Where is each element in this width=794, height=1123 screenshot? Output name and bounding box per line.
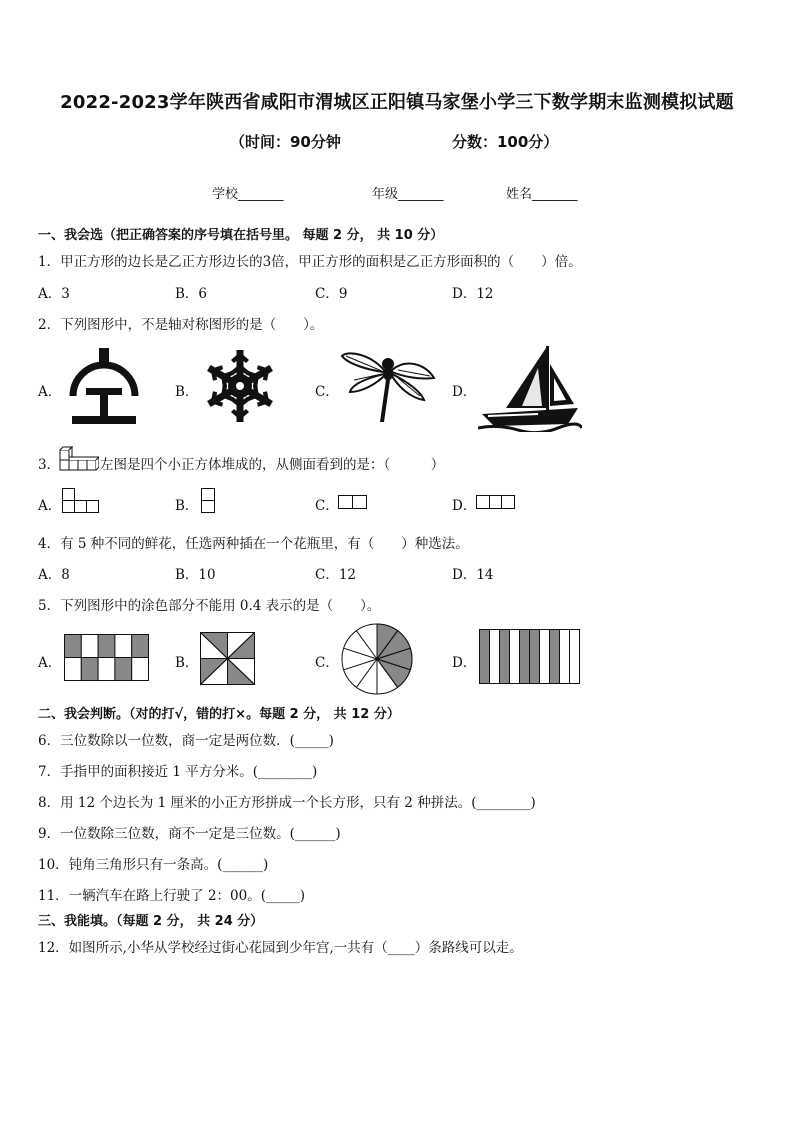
section-heading-2: 二、我会判断。（对的打√，错的打×。每题 2 分， 共 12 分） [38,707,400,722]
page-title: 2022-2023学年陕西省咸阳市渭城区正阳镇马家堡小学三下数学期末监测模拟试题 [60,92,734,113]
q1-option-a: A．3 [38,286,70,302]
q2-label-a: A． [38,384,62,400]
question-2: 2．下列图形中，不是轴对称图形的是（ ）。 [38,317,324,333]
q1-option-b: B．6 [175,286,208,302]
q5-stripe-figure [479,629,580,685]
section-heading-1: 一、我会选（把正确答案的序号填在括号里。 每题 2 分， 共 10 分） [38,228,444,243]
q4-option-c: C．12 [315,567,357,583]
sailboat-icon [478,344,582,432]
subway-logo-icon [64,346,144,430]
q5-label-b: B． [175,655,199,671]
exam-score: 分数：100分） [452,133,559,151]
q3-view-b [201,488,217,514]
q3-label-c: C． [315,498,339,514]
question-12: 12．如图所示,小华从学校经过街心花园到少年宫,一共有（____）条路线可以走。 [38,940,523,956]
q5-circle-figure [340,622,414,696]
q3-view-d [476,495,516,510]
name-field: 姓名_______ [506,187,578,202]
q1-option-d: D．12 [452,286,494,302]
section-heading-3: 三、我能填。（每题 2 分， 共 24 分） [38,914,264,929]
q3-view-c [338,495,368,510]
grade-field: 年级_______ [372,187,444,202]
q5-label-d: D． [452,655,477,671]
q3-label-d: D． [452,498,477,514]
school-field: 学校_______ [212,187,284,202]
q5-grid-figure [64,634,150,682]
question-9: 9．一位数除三位数，商不一定是三位数。(______) [38,826,341,842]
question-5: 5．下列图形中的涂色部分不能用 0.4 表示的是（ ）。 [38,598,381,614]
question-1: 1．甲正方形的边长是乙正方形边长的3倍，甲正方形的面积是乙正方形面积的（ ）倍。 [38,254,582,270]
q3-label-b: B． [175,498,199,514]
q5-label-a: A． [38,655,62,671]
q2-label-b: B． [175,384,199,400]
q1-option-c: C．9 [315,286,348,302]
q2-label-d: D． [452,384,477,400]
question-4: 4．有 5 种不同的鲜花，任选两种插在一个花瓶里，有（ ）种选法。 [38,536,469,552]
cube-stack-icon [57,446,99,472]
q5-square-figure [200,632,256,686]
q5-label-c: C． [315,655,339,671]
snowflake-icon [202,346,278,426]
question-7: 7．手指甲的面积接近 1 平方分米。(________) [38,764,318,780]
q2-label-c: C． [315,384,339,400]
question-10: 10．钝角三角形只有一条高。(______) [38,857,269,873]
question-3: 左图是四个小正方体堆成的，从侧面看到的是：（ ） [100,457,445,473]
q4-option-b: B．10 [175,567,216,583]
q4-option-a: A．8 [38,567,70,583]
question-6: 6．三位数除以一位数，商一定是两位数．(_____) [38,733,334,749]
dragonfly-icon [340,350,436,426]
question-11: 11．一辆汽车在路上行驶了 2：00。(_____) [38,888,306,904]
q4-option-d: D．14 [452,567,494,583]
question-8: 8．用 12 个边长为 1 厘米的小正方形拼成一个长方形，只有 2 种拼法。(________) [38,795,536,811]
exam-time: （时间：90分钟 [230,133,341,151]
q3-label-a: A． [38,498,62,514]
q3-view-a [62,488,100,514]
question-3-number: 3． [38,457,61,473]
